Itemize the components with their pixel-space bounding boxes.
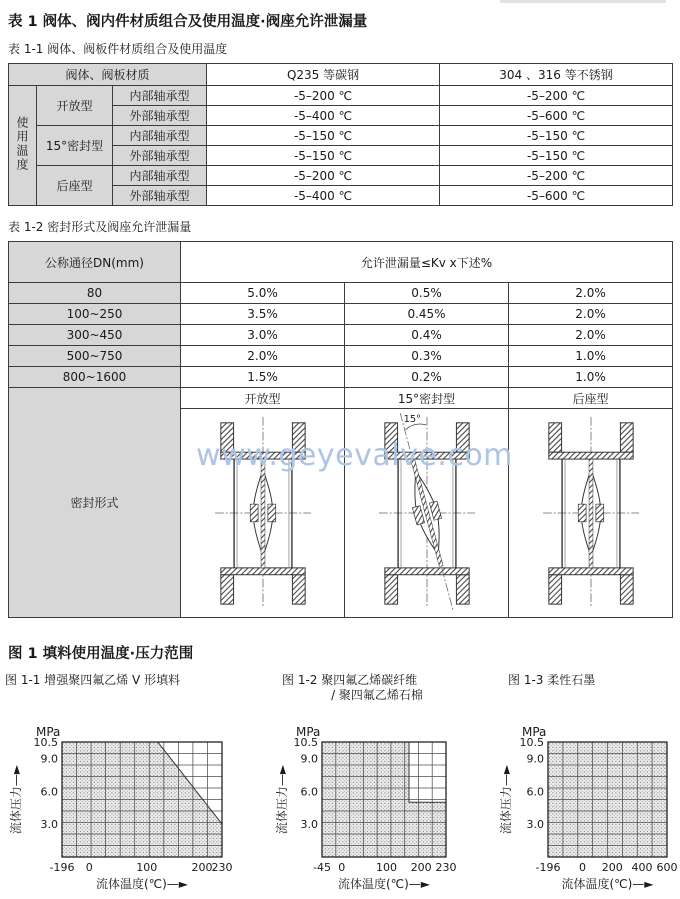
svg-text:MPa: MPa	[36, 725, 61, 739]
table1-caption: 表 1-1 阀体、阀板件材质组合及使用温度	[8, 42, 228, 56]
seal-form-label-cell: 密封形式	[9, 388, 181, 618]
chart-svg	[6, 722, 246, 894]
material-temperature-table	[8, 63, 673, 206]
temp-cell: -5–200 ℃	[207, 86, 440, 106]
chart-svg	[496, 722, 680, 894]
table-row	[9, 86, 673, 106]
svg-text:200: 200	[191, 861, 213, 874]
leak-cell: 5.0%	[181, 283, 345, 304]
temp-cell: -5–200 ℃	[207, 166, 440, 186]
dn-cell: 500~750	[9, 346, 181, 367]
chart-svg	[272, 722, 468, 894]
temp-cell: -5–600 ℃	[440, 186, 673, 206]
svg-text:6.0: 6.0	[526, 785, 544, 799]
bearing-cell: 外部轴承型	[113, 186, 207, 206]
side-label: 使用温度	[15, 116, 29, 172]
svg-text:6.0: 6.0	[40, 785, 58, 799]
svg-text:9.0: 9.0	[526, 752, 544, 766]
dn-header-cell: 公称通径DN(mm)	[9, 242, 181, 283]
leak-cell: 0.2%	[345, 367, 509, 388]
temp-cell: -5–150 ℃	[207, 146, 440, 166]
table-row	[9, 126, 673, 146]
figure-title: 图 1 填料使用温度·压力范围	[8, 646, 194, 662]
svg-text:100: 100	[136, 861, 158, 874]
svg-text:600: 600	[656, 861, 678, 874]
leak-cell: 0.3%	[345, 346, 509, 367]
carbon-steel-header-cell: Q235 等碳钢	[207, 64, 440, 86]
svg-text:10.5: 10.5	[519, 736, 544, 749]
pressure-temperature-chart-3	[496, 722, 680, 898]
bearing-cell: 外部轴承型	[113, 146, 207, 166]
temp-cell: -5–400 ℃	[207, 106, 440, 126]
temp-cell: -5–200 ℃	[440, 86, 673, 106]
svg-text:流体压力—►: 流体压力—►	[499, 764, 513, 835]
dn-cell: 300~450	[9, 325, 181, 346]
leak-cell: 0.4%	[345, 325, 509, 346]
dn-cell: 800~1600	[9, 367, 181, 388]
page-title: 表 1 阀体、阀内件材质组合及使用温度·阀座允许泄漏量	[8, 14, 368, 30]
bearing-cell: 外部轴承型	[113, 106, 207, 126]
bearing-cell: 内部轴承型	[113, 126, 207, 146]
svg-text:-196: -196	[535, 861, 561, 874]
leak-cell: 1.0%	[509, 367, 673, 388]
chart1-caption: 图 1-1 增强聚四氟乙烯 V 形填料	[5, 673, 181, 687]
dn-cell: 80	[9, 283, 181, 304]
svg-text:3.0: 3.0	[300, 818, 318, 832]
svg-text:流体压力—►: 流体压力—►	[9, 764, 23, 835]
svg-text:-196: -196	[49, 861, 75, 874]
leak-cell: 0.5%	[345, 283, 509, 304]
dn-cell: 100~250	[9, 304, 181, 325]
type-seal15-cell: 15°密封型	[345, 388, 509, 409]
svg-text:流体温度(℃)—►: 流体温度(℃)—►	[337, 877, 431, 891]
valve-cross-section	[188, 413, 338, 611]
watermark: www.geyevalve.com	[196, 438, 513, 473]
bearing-cell: 内部轴承型	[113, 166, 207, 186]
leak-cell: 2.0%	[509, 325, 673, 346]
table-row	[9, 388, 673, 409]
chart2-caption-line2: / 聚四氟乙烯石棉	[331, 688, 423, 702]
table2-caption: 表 1-2 密封形式及阀座允许泄漏量	[8, 220, 192, 234]
svg-text:230: 230	[435, 861, 457, 874]
leak-header-cell: 允许泄漏量≤Kv x下述%	[181, 242, 673, 283]
svg-text:10.5: 10.5	[33, 736, 58, 749]
valve-cross-section	[352, 413, 502, 611]
svg-text:15°: 15°	[403, 413, 421, 425]
temp-cell: -5–150 ℃	[440, 146, 673, 166]
svg-text:MPa: MPa	[522, 725, 547, 739]
temp-cell: -5–400 ℃	[207, 186, 440, 206]
svg-text:3.0: 3.0	[40, 818, 58, 832]
figure-area	[0, 667, 680, 899]
valve-diagram-backseat	[509, 409, 673, 618]
svg-text:3.0: 3.0	[526, 818, 544, 832]
temp-cell: -5–150 ℃	[440, 126, 673, 146]
svg-text:200: 200	[601, 861, 623, 874]
group-cell: 后座型	[37, 166, 113, 206]
leak-cell: 1.5%	[181, 367, 345, 388]
temp-cell: -5–200 ℃	[440, 166, 673, 186]
svg-text:9.0: 9.0	[40, 752, 58, 766]
svg-text:6.0: 6.0	[300, 785, 318, 799]
svg-text:-45: -45	[313, 861, 331, 874]
svg-text:流体温度(℃)—►: 流体温度(℃)—►	[561, 877, 654, 891]
temp-cell: -5–600 ℃	[440, 106, 673, 126]
svg-text:0: 0	[85, 861, 93, 874]
leak-cell: 2.0%	[181, 346, 345, 367]
svg-text:0: 0	[338, 861, 346, 874]
svg-text:200: 200	[410, 861, 432, 874]
leak-cell: 2.0%	[509, 283, 673, 304]
svg-text:100: 100	[376, 861, 397, 874]
table-row	[9, 367, 673, 388]
table-row	[9, 346, 673, 367]
stainless-steel-header-cell: 304 、316 等不锈钢	[440, 64, 673, 86]
svg-text:流体温度(℃)—►: 流体温度(℃)—►	[95, 877, 189, 891]
svg-text:9.0: 9.0	[300, 752, 318, 766]
pressure-temperature-chart-1	[6, 722, 246, 898]
svg-text:MPa: MPa	[296, 725, 321, 739]
chart2-caption	[282, 673, 472, 703]
leak-cell: 0.45%	[345, 304, 509, 325]
leakage-table	[8, 241, 673, 618]
svg-text:230: 230	[211, 861, 233, 874]
top-edge-artifact	[500, 0, 666, 3]
leak-cell: 3.5%	[181, 304, 345, 325]
leak-cell: 3.0%	[181, 325, 345, 346]
valve-diagram-seal15	[345, 409, 509, 618]
svg-text:10.5: 10.5	[293, 736, 318, 749]
table-row	[9, 242, 673, 283]
table-row	[9, 325, 673, 346]
svg-text:0: 0	[579, 861, 586, 874]
valve-diagram-open	[181, 409, 345, 618]
table-row	[9, 64, 673, 86]
leak-cell: 2.0%	[509, 304, 673, 325]
chart3-caption: 图 1-3 柔性石墨	[508, 673, 596, 687]
table-row	[9, 304, 673, 325]
temp-cell: -5–150 ℃	[207, 126, 440, 146]
pressure-temperature-chart-2	[272, 722, 468, 898]
type-open-cell: 开放型	[181, 388, 345, 409]
group-cell: 15°密封型	[37, 126, 113, 166]
corner-header-cell: 阀体、阀板材质	[9, 64, 207, 86]
group-cell: 开放型	[37, 86, 113, 126]
side-label-cell	[9, 86, 37, 206]
svg-text:400: 400	[631, 861, 653, 874]
chart2-caption-line1: 图 1-2 聚四氟乙烯碳纤维	[282, 673, 418, 687]
leak-cell: 1.0%	[509, 346, 673, 367]
valve-cross-section	[516, 413, 666, 611]
type-backseat-cell: 后座型	[509, 388, 673, 409]
svg-text:流体压力—►: 流体压力—►	[275, 764, 289, 835]
bearing-cell: 内部轴承型	[113, 86, 207, 106]
table-row	[9, 166, 673, 186]
table-row	[9, 283, 673, 304]
